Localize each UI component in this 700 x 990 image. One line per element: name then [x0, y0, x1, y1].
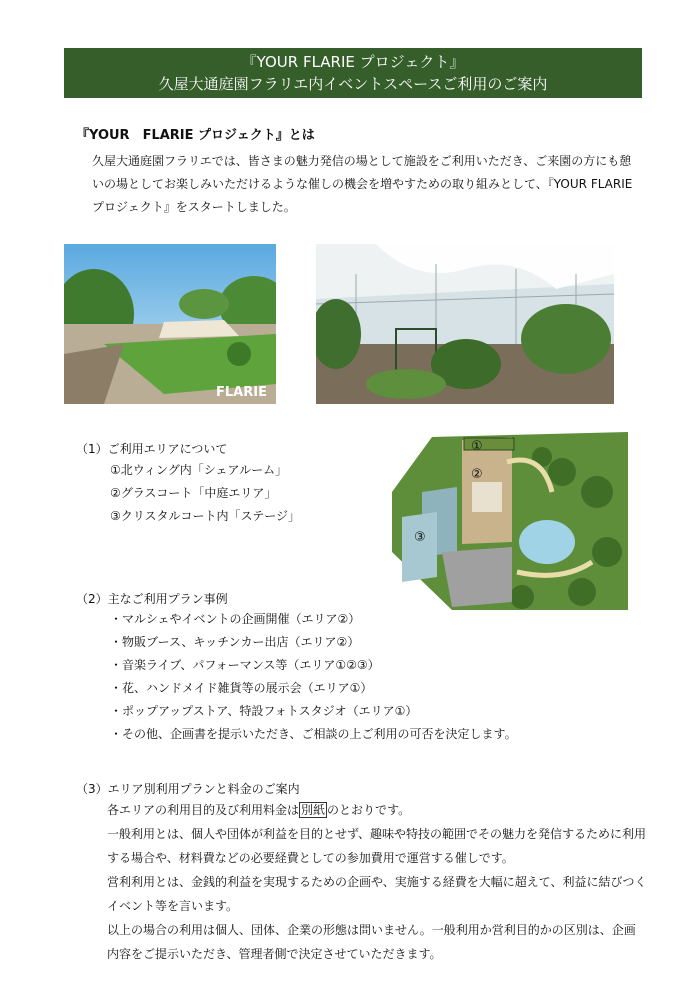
list-item: ・マルシェやイベントの企画開催（エリア②）: [110, 612, 361, 626]
map-marker-1: ①: [471, 439, 483, 454]
section3-paragraph-4: 以上の場合の利用は個人、団体、企業の形態は問いません。一般利用か営利目的かの区別は、企画内容をご提示いただき、管理者側で決定させていただきます。: [107, 923, 636, 961]
area-list: [110, 459, 300, 528]
p1-text-end: のとおりです。: [327, 803, 411, 817]
p1-text: 各エリアの利用目的及び利用料金は: [107, 803, 300, 817]
list-item: ③クリスタルコート内「ステージ」: [110, 509, 301, 523]
section2-title: （2）主なご利用プラン事例: [76, 592, 228, 606]
intro-body: 久屋大通庭園フラリエでは、皆さまの魅力発信の場として施設をご利用いただき、ご来園の方にも憩いの場としてお楽しみいただけるような催しの機会を増やすための取り組みとして、『YOUR FLARIE プロジェクト』をスタートしました。: [92, 154, 633, 214]
area-map: [392, 432, 628, 610]
glass-court-photo: [316, 244, 614, 404]
list-item: ①北ウィング内「シェアルーム」: [110, 463, 288, 477]
intro-title: 『YOUR FLARIE プロジェクト』とは: [76, 128, 315, 143]
map-marker-2: ②: [471, 467, 483, 482]
header-subtitle: 久屋大通庭園フラリエ内イベントスペースご利用のご案内: [158, 75, 548, 93]
section3-paragraph-1: [107, 798, 647, 822]
section3-title: （3）エリア別利用プランと料金のご案内: [76, 782, 300, 796]
section3-paragraph-2: 一般利用とは、個人や団体が利益を目的とせず、趣味や特技の範囲でその魅力を発信するために利用する場合や、材料費などの必要経費としての参加費用で運営する催しです。: [107, 827, 647, 865]
list-item: ②グラスコート「中庭エリア」: [110, 486, 277, 500]
appendix-reference: 別紙: [301, 803, 326, 817]
list-item: ・花、ハンドメイド雑貨等の展示会（エリア①）: [110, 681, 373, 695]
map-marker-3: ③: [414, 530, 426, 545]
list-item: ・その他、企画書を提示いただき、ご相談の上ご利用の可否を決定します。: [110, 727, 517, 741]
section1-title: （1）ご利用エリアについて: [76, 442, 228, 456]
garden-photo: [64, 244, 276, 404]
header-title: 『YOUR FLARIE プロジェクト』: [241, 53, 465, 71]
flarie-sign: FLARIE: [216, 385, 267, 400]
section3-paragraph-3: 営利利用とは、金銭的利益を実現するための企画や、実施する経費を大幅に超えて、利益に結びつくイベント等を言います。: [107, 875, 647, 913]
plan-list: [110, 608, 517, 746]
list-item: ・物販ブース、キッチンカー出店（エリア②）: [110, 635, 360, 649]
list-item: ・ポップアップストア、特設フォトスタジオ（エリア①）: [110, 704, 418, 718]
list-item: ・音楽ライブ、パフォーマンス等（エリア①②③）: [110, 658, 380, 672]
page-header: [64, 48, 642, 98]
